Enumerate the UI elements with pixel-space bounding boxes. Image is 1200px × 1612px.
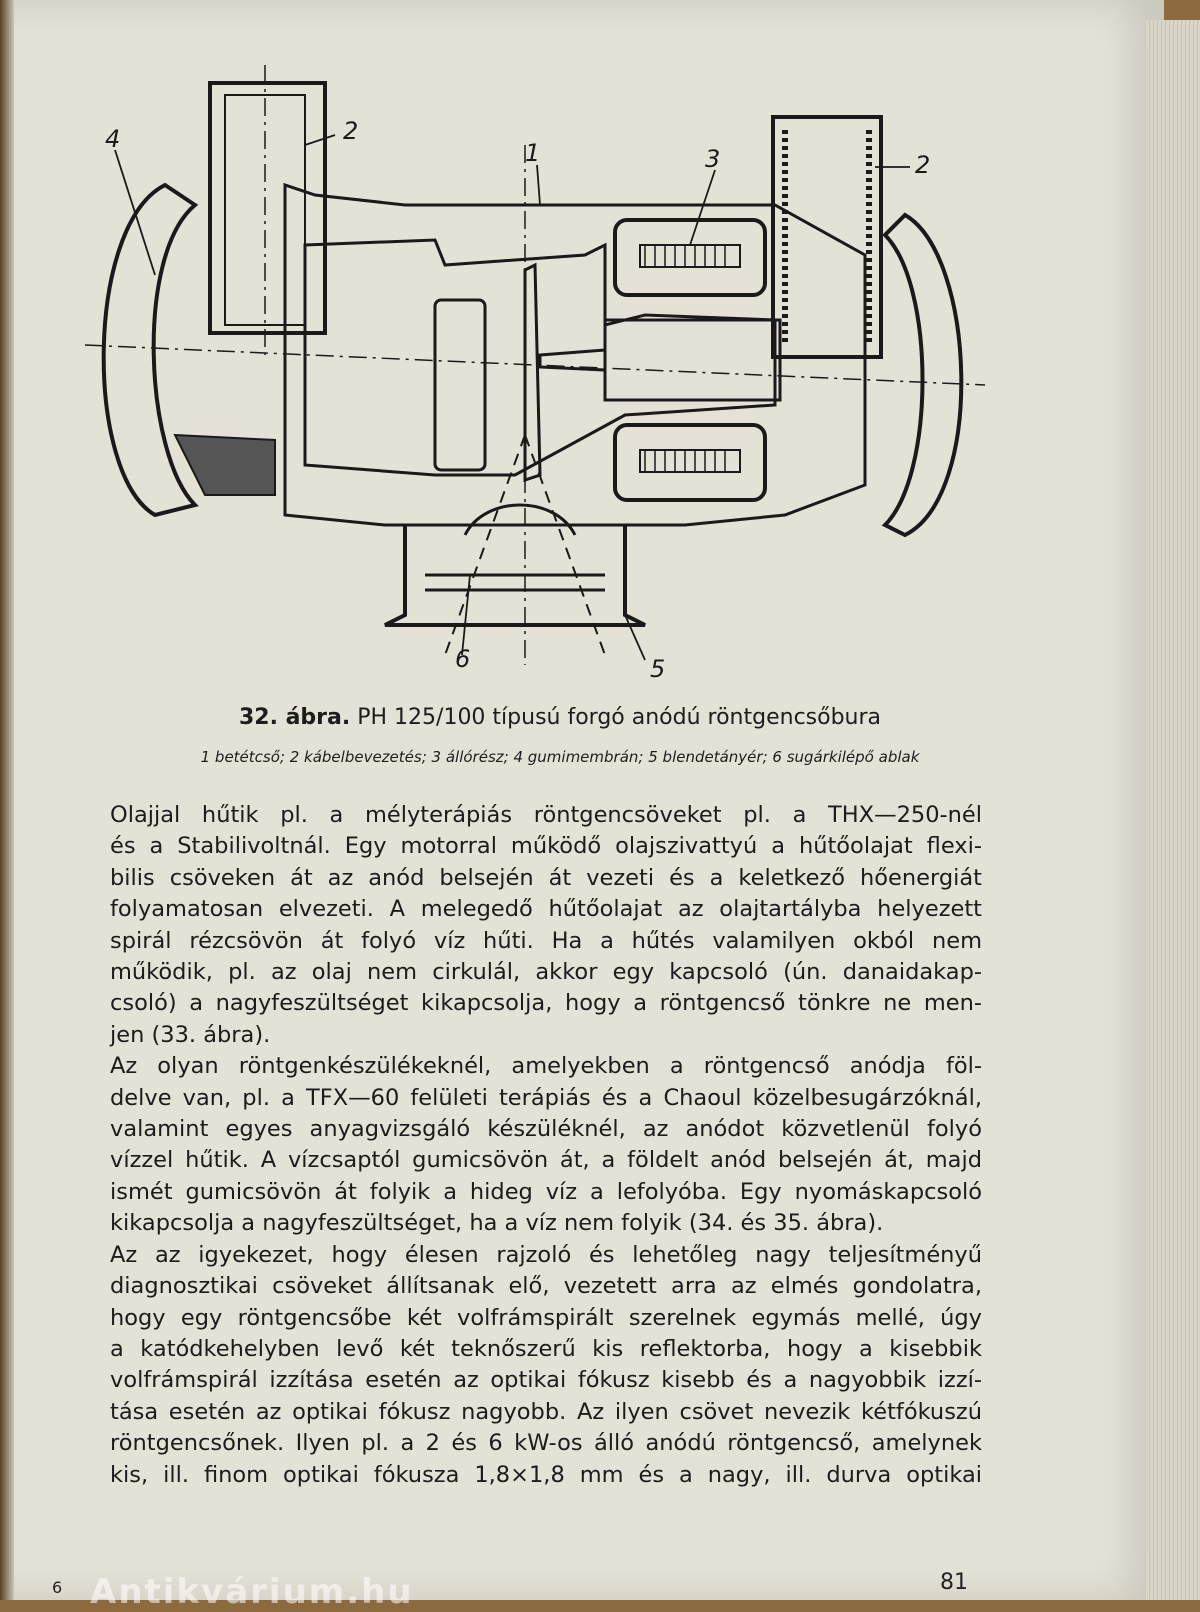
- text-line: működik, pl. az olaj nem cirkulál, akkor egy kapcsoló (ún. danaidakap-: [110, 959, 982, 986]
- text-line: folyamatosan elvezeti. A melegedő hűtőolajat az olajtartályba helyezett: [110, 896, 982, 923]
- paragraph-1: [82, 800, 982, 1051]
- page-number: 81: [940, 1570, 968, 1595]
- figure-title: PH 125/100 típusú forgó anódú röntgencsőbura: [357, 705, 882, 730]
- x-ray-tube-cross-section-drawing: [85, 55, 1005, 695]
- signature-mark: 6: [52, 1578, 63, 1597]
- text-line: és a Stabilivoltnál. Egy motorral működő olajszivattyú a hűtőolajat flexi-: [110, 833, 982, 860]
- figure-caption: [60, 705, 1060, 730]
- text-line: röntgencsőnek. Ilyen pl. a 2 és 6 kW-os álló anódú röntgencső, amelynek: [110, 1430, 982, 1457]
- paragraph-2: [82, 1051, 982, 1239]
- watermark: Antikvárium.hu: [90, 1572, 414, 1612]
- text-line: diagnosztikai csöveket állítsanak elő, vezetett arra az elmés gondolatra,: [110, 1273, 982, 1300]
- figure-label-6: 6: [455, 645, 471, 673]
- text-line: jen (33. ábra).: [110, 1021, 271, 1048]
- figure-label-2-left: 2: [343, 117, 359, 145]
- figure-label-3: 3: [705, 145, 721, 173]
- text-line: Olajjal hűtik pl. a mélyterápiás röntgencsöveket pl. a THX—250-nél: [110, 802, 982, 828]
- text-line: a katódkehelyben levő két teknőszerű kis reflektorba, hogy a kisebbik: [110, 1335, 982, 1362]
- text-line: ismét gumicsövön át folyik a hideg víz a lefolyóba. Egy nyomáskapcsoló: [110, 1178, 982, 1205]
- figure-number: 32. ábra.: [238, 705, 351, 730]
- text-line: volfrámspirál izzítása esetén az optikai fókusz kisebb és a nagyobbik izzí-: [110, 1367, 982, 1394]
- text-line: spirál rézcsövön át folyó víz hűti. Ha a hűtés valamilyen okból nem: [110, 927, 982, 954]
- paragraph-3: [82, 1240, 982, 1491]
- figure-legend: 1 betétcső; 2 kábelbevezetés; 3 állórész; 4 gumimembrán; 5 blendetányér; 6 sugárkilépő ablak: [200, 748, 920, 766]
- page-stack: [1146, 20, 1200, 1600]
- page-left-edge: [0, 0, 14, 1600]
- text-line: Az olyan röntgenkészülékeknél, amelyekben a röntgencső anódja föl-: [110, 1053, 982, 1080]
- text-line: csoló) a nagyfeszültséget kikapcsolja, hogy a röntgencső tönkre ne men-: [110, 990, 982, 1017]
- text-line: Az az igyekezet, hogy élesen rajzoló és lehetőleg nagy teljesítményű: [110, 1241, 982, 1268]
- text-line: valamint egyes anyagvizsgáló készüléknél, az anódot közvetlenül folyó: [110, 1116, 982, 1143]
- x-ray-tube-housing-figure: [85, 55, 1005, 695]
- text-line: delve van, pl. a TFX—60 felületi terápiás és a Chaoul közelbesugárzóknál,: [110, 1084, 982, 1111]
- figure-label-2-right: 2: [915, 151, 931, 179]
- text-line: vízzel hűtik. A vízcsaptól gumicsövön át, a földelt anód belsején át, majd: [110, 1147, 982, 1174]
- figure-label-4: 4: [105, 125, 121, 153]
- text-line: kikapcsolja a nagyfeszültséget, ha a víz nem folyik (34. és 35. ábra).: [110, 1210, 884, 1237]
- figure-label-5: 5: [650, 655, 666, 683]
- text-line: bilis csöveken át az anód belsején át vezeti és a keletkező hőenergiát: [110, 864, 982, 891]
- text-line: tása esetén az optikai fókusz nagyobb. Az ilyen csövet nevezik kétfókuszú: [110, 1398, 982, 1425]
- body-text: [82, 800, 982, 1491]
- figure-label-1: 1: [525, 139, 541, 167]
- text-line: hogy egy röntgencsőbe két volfrámspirált szerelnek egymás mellé, úgy: [110, 1304, 982, 1331]
- text-line: kis, ill. finom optikai fókusza 1,8×1,8 mm és a nagy, ill. durva optikai: [110, 1461, 982, 1488]
